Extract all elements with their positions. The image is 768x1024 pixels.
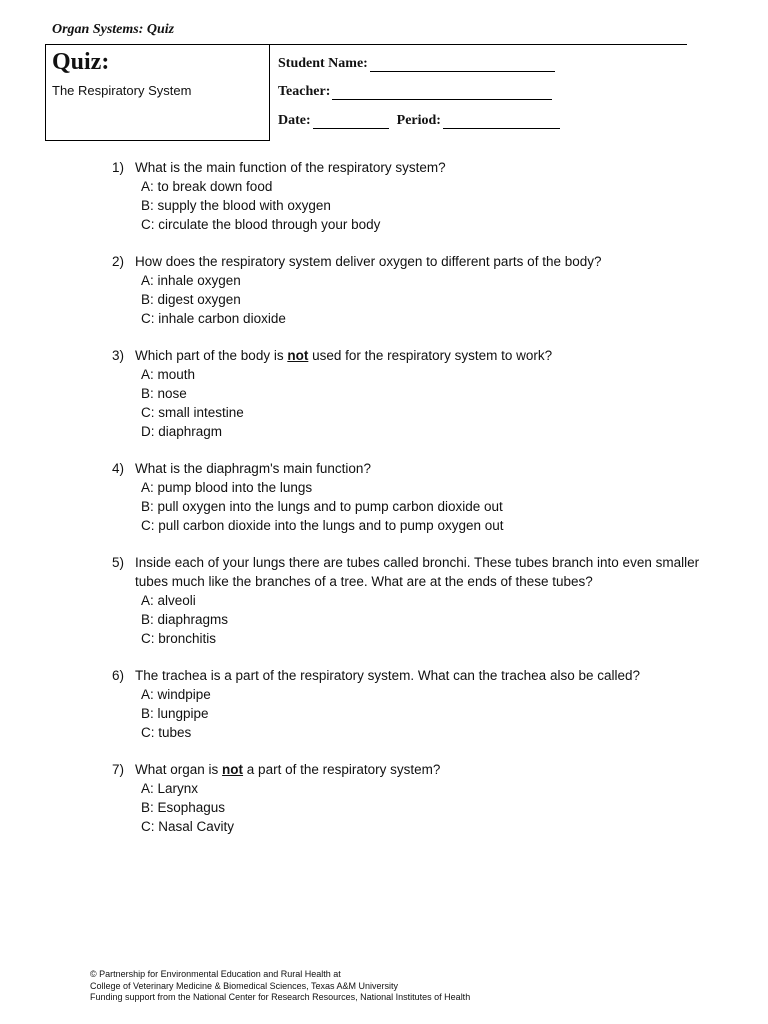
question-text <box>135 459 712 478</box>
question-text-part: Which part of the body is <box>135 348 288 363</box>
question-line <box>112 553 712 591</box>
answer-option: A: Larynx <box>141 781 199 796</box>
answer-option: C: tubes <box>141 725 192 740</box>
answer-option: B: supply the blood with oxygen <box>141 198 331 213</box>
emphasis-not: not <box>222 762 244 777</box>
date-label: Date: <box>278 113 311 128</box>
question-text-part: How does the respiratory system deliver oxygen to different parts of the body? <box>135 254 602 269</box>
question-text-part: a part of the respiratory system? <box>243 762 441 777</box>
question-number: 4) <box>112 461 125 476</box>
quiz-heading: Quiz: <box>52 49 110 75</box>
question-line <box>112 760 712 779</box>
footer-line-2: College of Veterinary Medicine & Biomedical Sciences, Texas A&M University <box>90 980 398 991</box>
period-label: Period: <box>396 113 441 128</box>
answer-option: D: diaphragm <box>141 424 223 439</box>
question-text <box>135 346 712 365</box>
question-line <box>112 346 712 365</box>
answer-option: A: mouth <box>141 367 196 382</box>
answer-option: B: digest oxygen <box>141 292 241 307</box>
question-list <box>112 158 712 854</box>
question-text <box>135 760 712 779</box>
question-text <box>135 666 712 685</box>
answer-option: C: pull carbon dioxide into the lungs and to pump oxygen out <box>141 518 504 533</box>
answer-option: B: lungpipe <box>141 706 209 721</box>
student-name-label: Student Name: <box>278 56 368 71</box>
emphasis-not: not <box>287 348 309 363</box>
period-field[interactable] <box>443 114 560 129</box>
question-number: 3) <box>112 348 125 363</box>
date-field[interactable] <box>313 114 389 129</box>
question-text-part: What is the main function of the respiratory system? <box>135 160 446 175</box>
question-line <box>112 158 712 177</box>
question-line <box>112 459 712 478</box>
answer-option: C: circulate the blood through your body <box>141 217 381 232</box>
question-text-part: The trachea is a part of the respiratory system. What can the trachea also be called? <box>135 668 641 683</box>
question-line <box>112 252 712 271</box>
answer-option: C: Nasal Cavity <box>141 819 235 834</box>
footer-line-1: © Partnership for Environmental Education and Rural Health at <box>90 969 341 979</box>
question-block <box>112 252 712 328</box>
question-block <box>112 666 712 742</box>
question-text <box>135 252 712 271</box>
answer-option: B: nose <box>141 386 187 401</box>
question-text-part: used for the respiratory system to work? <box>308 348 553 363</box>
answer-option: A: alveoli <box>141 593 196 608</box>
answer-option: A: inhale oxygen <box>141 273 241 288</box>
student-name-field[interactable] <box>370 57 555 72</box>
answer-option: B: pull oxygen into the lungs and to pump carbon dioxide out <box>141 499 503 514</box>
date-period-row <box>278 113 560 129</box>
question-block <box>112 346 712 441</box>
teacher-row <box>278 84 552 100</box>
question-text-part: What organ is <box>135 762 223 777</box>
question-number: 7) <box>112 762 125 777</box>
question-block <box>112 459 712 535</box>
question-block <box>112 158 712 234</box>
header-rule <box>270 44 687 45</box>
answer-option: B: Esophagus <box>141 800 226 815</box>
answer-option: C: bronchitis <box>141 631 217 646</box>
footer-line-3: Funding support from the National Center for Research Resources, National Institutes of Health <box>90 992 471 1002</box>
question-text-part: What is the diaphragm's main function? <box>135 461 371 476</box>
answer-option: A: to break down food <box>141 179 273 194</box>
answer-option: C: small intestine <box>141 405 244 420</box>
answer-option: C: inhale carbon dioxide <box>141 311 286 326</box>
question-text-part: Inside each of your lungs there are tubes called bronchi. These tubes branch into even smaller tubes much like the branches of a tree. What are at the ends of these tubes? <box>135 555 700 589</box>
question-number: 6) <box>112 668 125 683</box>
answer-option: A: windpipe <box>141 687 211 702</box>
question-number: 2) <box>112 254 125 269</box>
footer-credits <box>90 969 470 1004</box>
question-number: 5) <box>112 555 125 570</box>
answer-option: B: diaphragms <box>141 612 229 627</box>
answer-option: A: pump blood into the lungs <box>141 480 313 495</box>
question-block <box>112 553 712 648</box>
question-number: 1) <box>112 160 125 175</box>
teacher-label: Teacher: <box>278 84 331 99</box>
document-title: Organ Systems: Quiz <box>52 22 175 37</box>
question-line <box>112 666 712 685</box>
question-text <box>135 553 712 591</box>
student-name-row <box>278 56 555 72</box>
question-block <box>112 760 712 836</box>
question-text <box>135 158 712 177</box>
quiz-subtitle: The Respiratory System <box>52 83 192 98</box>
teacher-field[interactable] <box>332 85 552 100</box>
